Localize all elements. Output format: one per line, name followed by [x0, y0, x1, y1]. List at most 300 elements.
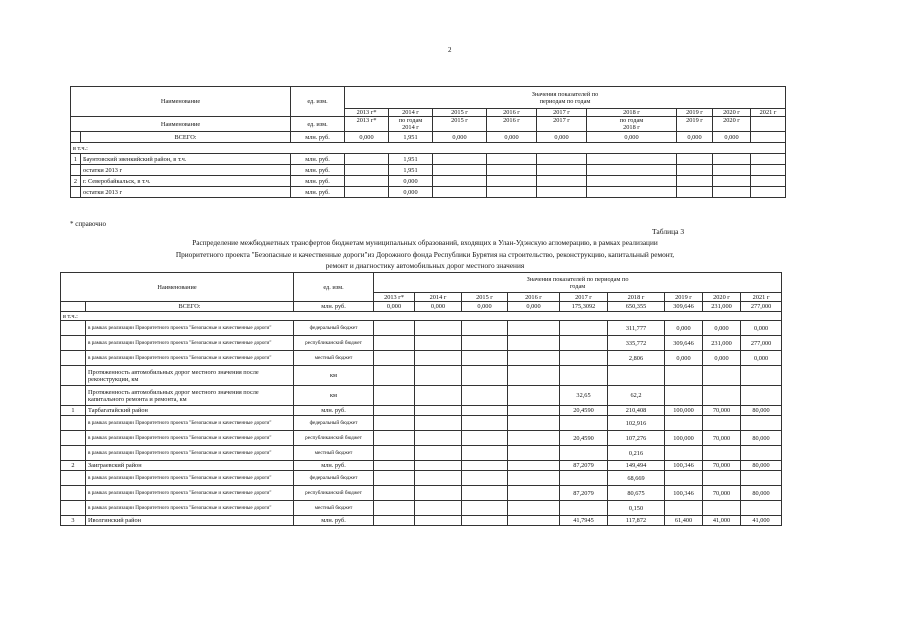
year-header: 2020 г [713, 109, 751, 117]
value-cell [751, 176, 786, 187]
value-cell [433, 154, 487, 165]
value-cell [713, 154, 751, 165]
row-name: Заиграевский район [86, 461, 294, 471]
row-name: в рамках реализации Приоритетного проекта "Безопасные и качественные дороги" [86, 501, 294, 516]
year-header: 2018 г [587, 109, 677, 117]
table-row [61, 486, 782, 501]
row-number [61, 486, 86, 501]
value-cell [703, 386, 741, 406]
value-cell [415, 446, 462, 461]
value-cell [415, 336, 462, 351]
year-header: 2019 г [677, 109, 713, 117]
table-number: Таблица 3 [652, 227, 685, 236]
table-row [71, 187, 786, 198]
subheader-year: 2019 г [677, 117, 713, 132]
row-number [61, 336, 86, 351]
subheader-year: по годам 2018 г [587, 117, 677, 132]
value-cell [462, 386, 508, 406]
value-cell [751, 132, 786, 143]
table-row [61, 366, 782, 386]
value-cell [677, 187, 713, 198]
row-unit: федеральный бюджет [294, 321, 374, 336]
row-unit: млн. руб. [291, 165, 345, 176]
row-number: 1 [71, 154, 81, 165]
value-cell [345, 154, 389, 165]
value-cell [560, 416, 608, 431]
value-cell: 41,000 [741, 516, 782, 526]
value-cell: 0,000 [587, 132, 677, 143]
value-cell: 0,000 [508, 302, 560, 312]
value-cell [415, 471, 462, 486]
value-cell: 62,2 [608, 386, 665, 406]
value-cell [537, 154, 587, 165]
value-cell: 0,000 [741, 321, 782, 336]
page-number: 2 [448, 46, 452, 54]
row-unit: республиканский бюджет [294, 336, 374, 351]
row-number [71, 165, 81, 176]
table-row [71, 143, 786, 154]
value-cell [703, 446, 741, 461]
year-header: 2015 г [433, 109, 487, 117]
value-cell: 0,000 [741, 351, 782, 366]
table-title [80, 237, 770, 272]
value-cell [374, 516, 415, 526]
table-row [61, 386, 782, 406]
value-cell: 20,4590 [560, 431, 608, 446]
year-header: 2020 г [703, 293, 741, 302]
value-cell [462, 431, 508, 446]
value-cell: 650,355 [608, 302, 665, 312]
value-cell [415, 501, 462, 516]
value-cell: 41,000 [703, 516, 741, 526]
table-row [61, 321, 782, 336]
value-cell [741, 416, 782, 431]
table-row [61, 416, 782, 431]
value-cell [560, 351, 608, 366]
value-cell [560, 446, 608, 461]
value-cell [415, 431, 462, 446]
value-cell: 70,000 [703, 431, 741, 446]
table-row [61, 406, 782, 416]
year-header: 2021 г [741, 293, 782, 302]
value-cell: 0,000 [374, 302, 415, 312]
value-cell [508, 416, 560, 431]
table-row [61, 336, 782, 351]
value-cell [677, 176, 713, 187]
title-line: ремонт и диагностику автомобильных дорог местного значения [325, 261, 525, 270]
value-cell [508, 446, 560, 461]
value-cell [374, 416, 415, 431]
row-number [61, 446, 86, 461]
value-cell [487, 176, 537, 187]
subheader-unit: ед. изм. [291, 117, 345, 132]
subheader-year: 2016 г [487, 117, 537, 132]
value-cell [741, 386, 782, 406]
value-cell [462, 516, 508, 526]
row-number [71, 132, 81, 143]
title-line: Распределение межбюджетных трансфертов бюджетам муниципальных образований, входящих в Улан-Удэнскую агломерацию, в рамках реализации [192, 238, 658, 247]
row-number [61, 302, 86, 312]
row-name: Иволгинский район [86, 516, 294, 526]
value-cell [415, 516, 462, 526]
value-cell [508, 471, 560, 486]
value-cell: 1,951 [389, 132, 433, 143]
value-cell [703, 366, 741, 386]
value-cell: 0,000 [713, 132, 751, 143]
value-cell: 80,000 [741, 406, 782, 416]
value-cell [713, 187, 751, 198]
row-unit: республиканский бюджет [294, 431, 374, 446]
value-cell: 311,777 [608, 321, 665, 336]
value-cell: 335,772 [608, 336, 665, 351]
value-cell: 0,000 [389, 176, 433, 187]
value-cell: 0,000 [345, 132, 389, 143]
value-cell [462, 471, 508, 486]
value-cell [487, 165, 537, 176]
subheader-year: по годам 2014 г [389, 117, 433, 132]
value-cell [508, 336, 560, 351]
value-cell: 1,951 [389, 154, 433, 165]
value-cell [508, 321, 560, 336]
row-unit: федеральный бюджет [294, 471, 374, 486]
year-header: 2013 г* [374, 293, 415, 302]
value-cell [374, 336, 415, 351]
value-cell: 102,916 [608, 416, 665, 431]
row-name: в рамках реализации Приоритетного проекта "Безопасные и качественные дороги" [86, 471, 294, 486]
row-name: в рамках реализации Приоритетного проекта "Безопасные и качественные дороги" [86, 321, 294, 336]
table-row [61, 461, 782, 471]
value-cell [560, 321, 608, 336]
table1-header-unit: ед. изм. [291, 87, 345, 117]
value-cell: 70,000 [703, 406, 741, 416]
value-cell [487, 187, 537, 198]
value-cell [374, 471, 415, 486]
subheader-year: 2018 г [623, 124, 640, 131]
value-cell: 100,346 [665, 461, 703, 471]
subheader-year: 2013 г* [345, 117, 389, 132]
value-cell: 0,000 [703, 321, 741, 336]
value-cell [462, 446, 508, 461]
value-cell [345, 187, 389, 198]
value-cell [560, 336, 608, 351]
value-cell [587, 187, 677, 198]
value-cell: 149,494 [608, 461, 665, 471]
value-cell [374, 351, 415, 366]
value-cell [345, 165, 389, 176]
value-cell: 87,2079 [560, 486, 608, 501]
value-cell: 80,000 [741, 461, 782, 471]
value-cell [374, 486, 415, 501]
value-cell [462, 406, 508, 416]
value-cell: 1,951 [389, 165, 433, 176]
row-name: в рамках реализации Приоритетного проекта "Безопасные и качественные дороги" [86, 446, 294, 461]
value-cell: 100,346 [665, 486, 703, 501]
value-cell: 0,000 [415, 302, 462, 312]
value-cell [415, 406, 462, 416]
value-cell: 277,000 [741, 336, 782, 351]
value-cell: 41,7945 [560, 516, 608, 526]
table2-header-group: Значения показателей по периодам по годам [374, 273, 782, 293]
value-cell [508, 461, 560, 471]
row-number [61, 321, 86, 336]
row-name: Тарбагатайский район [86, 406, 294, 416]
value-cell: 0,000 [462, 302, 508, 312]
row-name: Баунтовский эвенкийский район, в т.ч. [81, 154, 291, 165]
value-cell: 70,000 [703, 486, 741, 501]
table2-header-name: Наименование [61, 273, 294, 302]
year-header: 2013 г* [345, 109, 389, 117]
value-cell: 20,4590 [560, 406, 608, 416]
value-cell: 68,669 [608, 471, 665, 486]
value-cell [665, 446, 703, 461]
value-cell [374, 366, 415, 386]
value-cell: 309,646 [665, 302, 703, 312]
value-cell: 175,3092 [560, 302, 608, 312]
value-cell [741, 471, 782, 486]
value-cell: 0,150 [608, 501, 665, 516]
year-header: 2014 г [415, 293, 462, 302]
row-unit: местный бюджет [294, 446, 374, 461]
value-cell [462, 366, 508, 386]
value-cell [462, 336, 508, 351]
value-cell [713, 176, 751, 187]
value-cell [508, 351, 560, 366]
value-cell [741, 446, 782, 461]
value-cell [537, 165, 587, 176]
value-cell [374, 446, 415, 461]
value-cell [665, 471, 703, 486]
year-header: 2018 г [608, 293, 665, 302]
value-cell [587, 154, 677, 165]
row-unit: млн. руб. [294, 302, 374, 312]
row-number [61, 431, 86, 446]
row-unit: млн. руб. [291, 176, 345, 187]
year-header: 2019 г [665, 293, 703, 302]
empty-cell [751, 117, 786, 132]
value-cell [374, 321, 415, 336]
value-cell: 100,000 [665, 406, 703, 416]
value-cell [587, 176, 677, 187]
table2-header-unit: ед. изм. [294, 273, 374, 302]
value-cell [508, 406, 560, 416]
value-cell: 80,675 [608, 486, 665, 501]
value-cell [741, 366, 782, 386]
value-cell [665, 386, 703, 406]
row-number: 1 [61, 406, 86, 416]
value-cell [508, 516, 560, 526]
value-cell: 210,408 [608, 406, 665, 416]
value-cell: 277,000 [741, 302, 782, 312]
value-cell [537, 176, 587, 187]
value-cell: 0,000 [487, 132, 537, 143]
table-1 [70, 86, 786, 198]
row-name: ВСЕГО: [81, 132, 291, 143]
value-cell [560, 501, 608, 516]
row-name: в рамках реализации Приоритетного проекта "Безопасные и качественные дороги" [86, 336, 294, 351]
value-cell [374, 461, 415, 471]
value-cell [462, 501, 508, 516]
value-cell: 80,000 [741, 486, 782, 501]
row-unit: км [294, 386, 374, 406]
value-cell [374, 406, 415, 416]
value-cell [560, 366, 608, 386]
value-cell [462, 461, 508, 471]
row-unit: республиканский бюджет [294, 486, 374, 501]
row-name: Протяженность автомобильных дорог местного значения после реконструкции, км [86, 366, 294, 386]
value-cell: 309,646 [665, 336, 703, 351]
table-row [71, 132, 786, 143]
value-cell: 70,000 [703, 461, 741, 471]
value-cell [703, 501, 741, 516]
value-cell [415, 461, 462, 471]
value-cell [508, 501, 560, 516]
value-cell [677, 165, 713, 176]
row-unit: млн. руб. [294, 406, 374, 416]
value-cell [665, 416, 703, 431]
row-unit: млн. руб. [291, 132, 345, 143]
value-cell: 0,000 [389, 187, 433, 198]
value-cell: 0,216 [608, 446, 665, 461]
value-cell [415, 386, 462, 406]
value-cell: 0,000 [537, 132, 587, 143]
value-cell [415, 351, 462, 366]
value-cell: 231,000 [703, 302, 741, 312]
value-cell [462, 351, 508, 366]
subheader-year: 2015 г [433, 117, 487, 132]
row-number [61, 386, 86, 406]
value-cell [703, 416, 741, 431]
value-cell: 61,400 [665, 516, 703, 526]
value-cell: 0,000 [677, 132, 713, 143]
value-cell [508, 486, 560, 501]
row-unit: млн. руб. [291, 187, 345, 198]
row-unit: млн. руб. [291, 154, 345, 165]
table1-header-name: Наименование [71, 87, 291, 117]
value-cell [462, 486, 508, 501]
row-name: в рамках реализации Приоритетного проекта "Безопасные и качественные дороги" [86, 351, 294, 366]
table-row [61, 302, 782, 312]
row-number: 3 [61, 516, 86, 526]
value-cell [508, 386, 560, 406]
row-label: в т.ч.: [71, 143, 786, 154]
value-cell: 100,000 [665, 431, 703, 446]
table-row [71, 165, 786, 176]
value-cell: 0,000 [665, 321, 703, 336]
table-row [71, 176, 786, 187]
row-name: остатки 2013 г [81, 187, 291, 198]
value-cell [608, 366, 665, 386]
year-header: 2015 г [462, 293, 508, 302]
row-number [71, 187, 81, 198]
row-unit: федеральный бюджет [294, 416, 374, 431]
table1-header-group: Значения показателей по периодам по годам [345, 87, 786, 109]
value-cell [345, 176, 389, 187]
value-cell [415, 366, 462, 386]
value-cell [751, 187, 786, 198]
value-cell [751, 165, 786, 176]
table-row [61, 501, 782, 516]
row-number: 2 [61, 461, 86, 471]
title-line: Приоритетного проекта "Безопасные и качественные дороги"из Дорожного фонда Республики Бурятия на строительство, реконструкцию, капитальный ремонт, [175, 249, 675, 259]
row-number [61, 501, 86, 516]
value-cell [560, 471, 608, 486]
value-cell [508, 366, 560, 386]
row-number: 2 [71, 176, 81, 187]
value-cell [462, 416, 508, 431]
row-label: в т.ч.: [61, 312, 782, 321]
value-cell [713, 165, 751, 176]
value-cell: 0,000 [665, 351, 703, 366]
year-header: 2016 г [487, 109, 537, 117]
value-cell [415, 416, 462, 431]
subheader-year: 2017 г [537, 117, 587, 132]
table-2 [60, 272, 782, 526]
value-cell: 117,872 [608, 516, 665, 526]
subheader-name: Наименование [71, 117, 291, 132]
value-cell [677, 154, 713, 165]
value-cell [374, 501, 415, 516]
table-row [61, 516, 782, 526]
value-cell [487, 154, 537, 165]
table-row [61, 431, 782, 446]
row-unit: млн. руб. [294, 461, 374, 471]
value-cell: 107,276 [608, 431, 665, 446]
value-cell: 0,000 [433, 132, 487, 143]
value-cell [703, 471, 741, 486]
row-name: ВСЕГО: [86, 302, 294, 312]
row-name: Протяженность автомобильных дорог местного значения после капитального ремонта и ремонта, км [86, 386, 294, 406]
value-cell [741, 501, 782, 516]
value-cell [374, 386, 415, 406]
table-row [61, 446, 782, 461]
value-cell [665, 366, 703, 386]
value-cell: 231,000 [703, 336, 741, 351]
row-unit: местный бюджет [294, 351, 374, 366]
subheader-year: 2020 г [713, 117, 751, 132]
row-unit: млн. руб. [294, 516, 374, 526]
value-cell: 87,2079 [560, 461, 608, 471]
value-cell [433, 165, 487, 176]
row-name: в рамках реализации Приоритетного проекта "Безопасные и качественные дороги" [86, 486, 294, 501]
value-cell [751, 154, 786, 165]
year-header: 2014 г [389, 109, 433, 117]
row-number [61, 471, 86, 486]
value-cell [665, 501, 703, 516]
row-unit: км [294, 366, 374, 386]
value-cell: 2,806 [608, 351, 665, 366]
row-number [61, 416, 86, 431]
value-cell: 80,000 [741, 431, 782, 446]
footnote: * справочно [70, 220, 107, 228]
value-cell [415, 321, 462, 336]
year-header: 2021 г [751, 109, 786, 117]
row-name: остатки 2013 г [81, 165, 291, 176]
year-header: 2016 г [508, 293, 560, 302]
value-cell [587, 165, 677, 176]
row-unit: местный бюджет [294, 501, 374, 516]
year-header: 2017 г [537, 109, 587, 117]
value-cell: 0,000 [703, 351, 741, 366]
row-number [61, 351, 86, 366]
row-name: в рамках реализации Приоритетного проекта "Безопасные и качественные дороги" [86, 431, 294, 446]
row-name: г. Северобайкальск, в т.ч. [81, 176, 291, 187]
value-cell [508, 431, 560, 446]
value-cell [433, 176, 487, 187]
subheader-year: 2014 г [402, 124, 419, 131]
value-cell [374, 431, 415, 446]
table-row [71, 154, 786, 165]
row-name: в рамках реализации Приоритетного проекта "Безопасные и качественные дороги" [86, 416, 294, 431]
